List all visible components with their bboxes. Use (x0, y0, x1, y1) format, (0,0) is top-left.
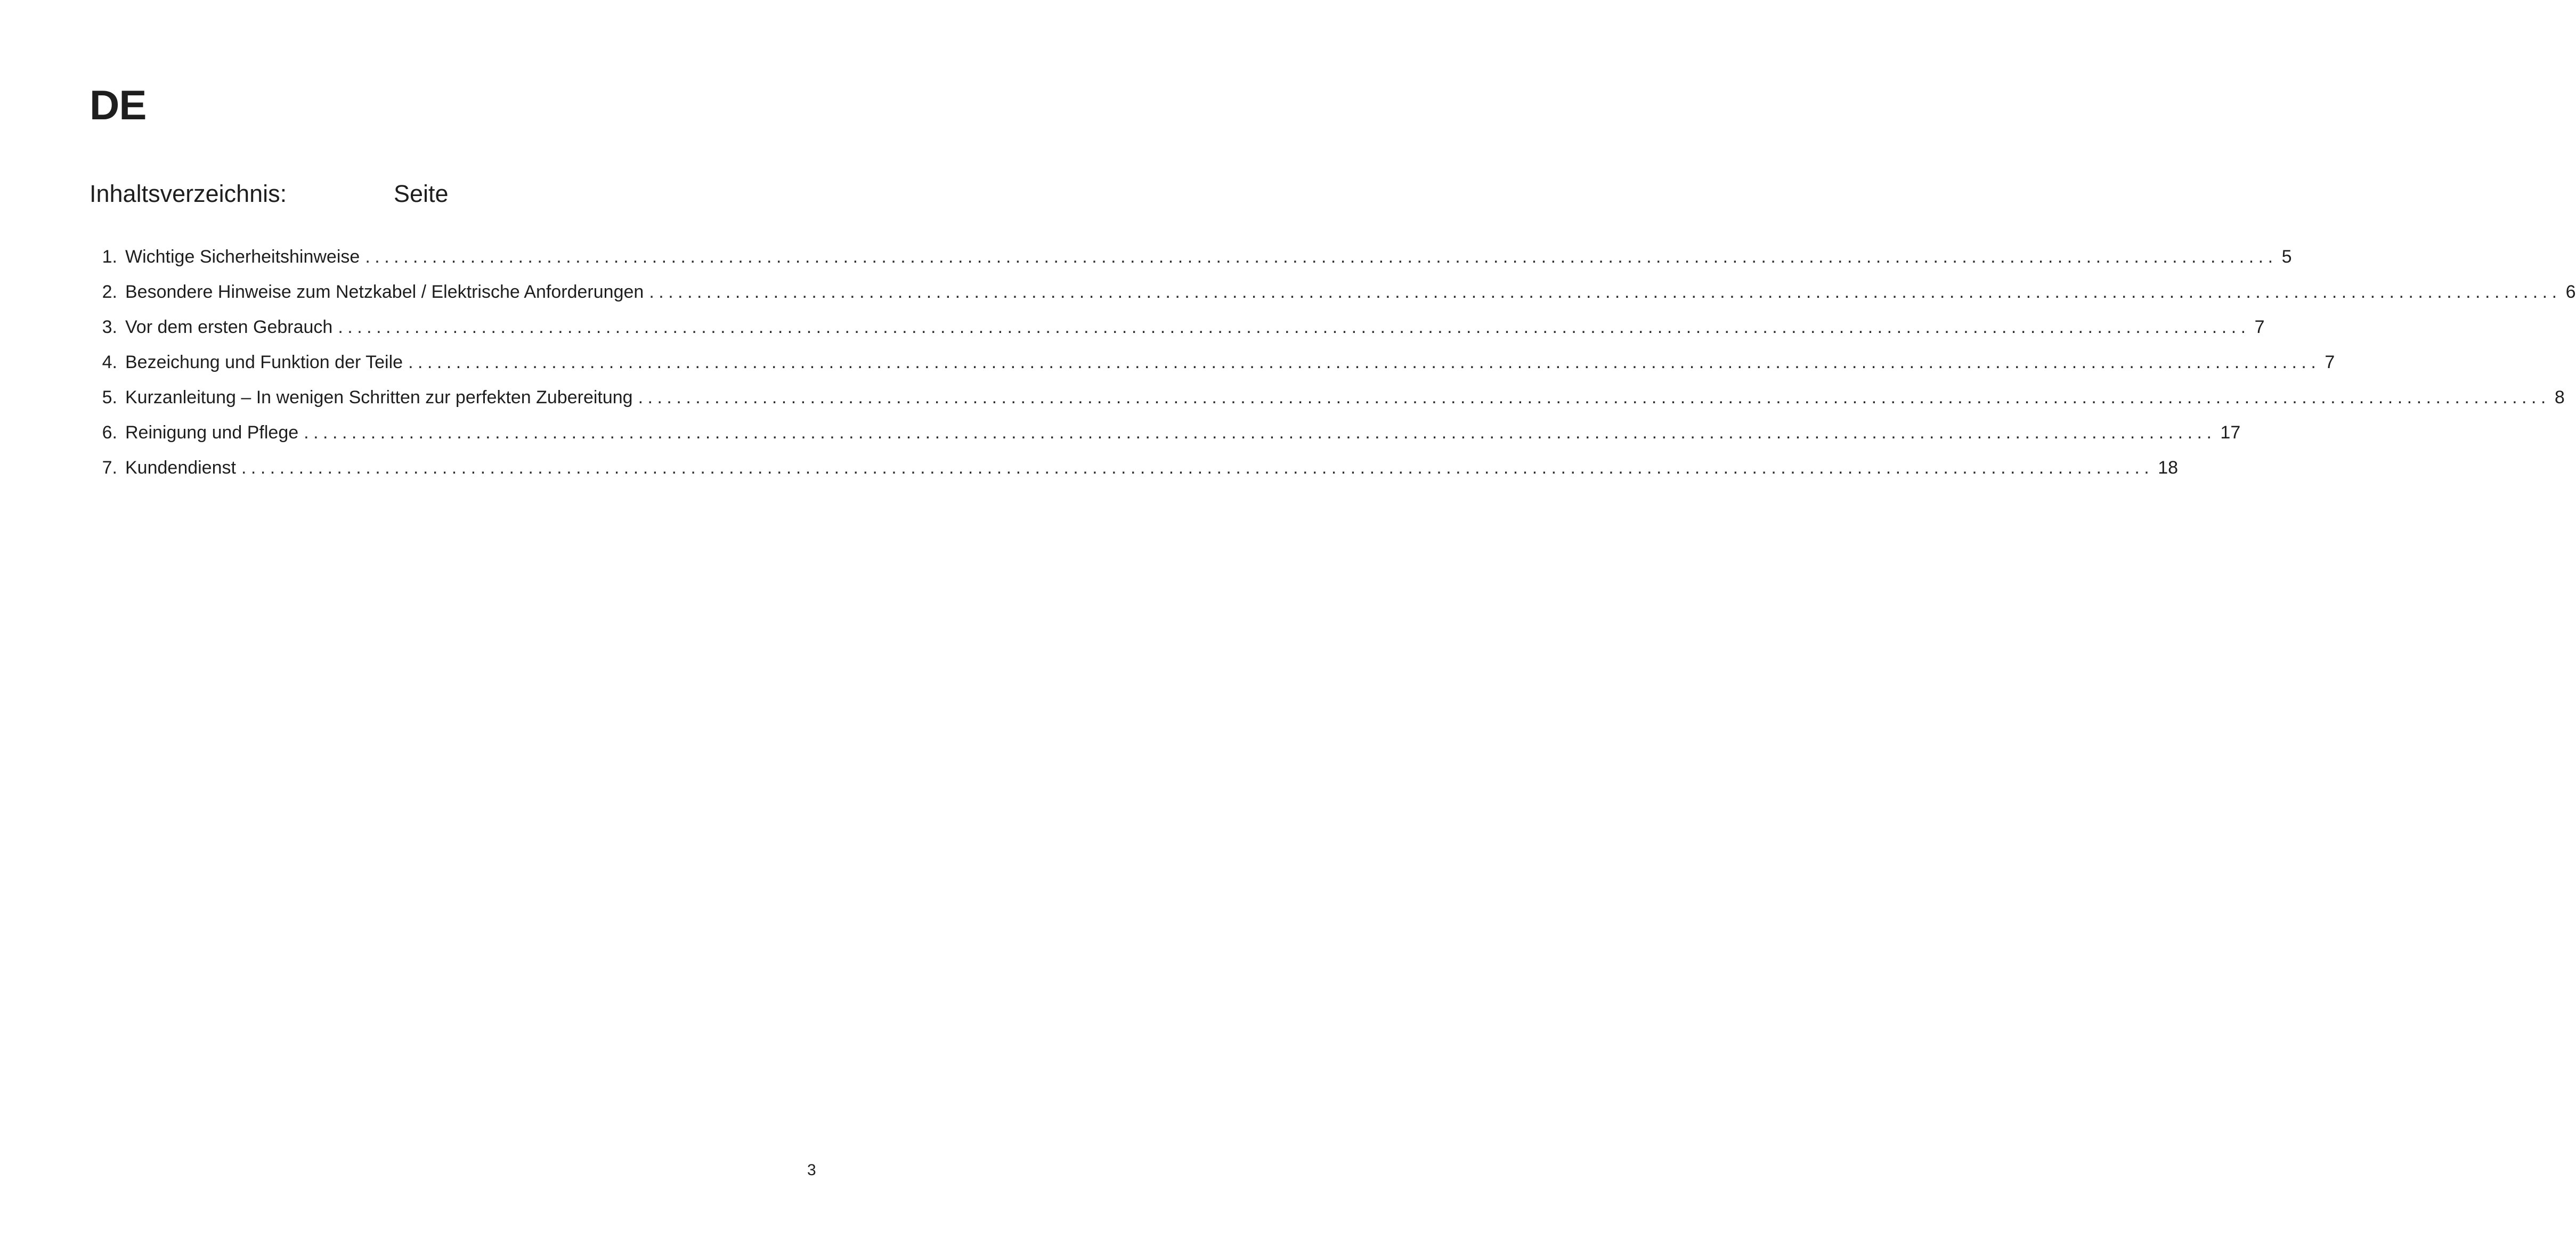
toc-list (90, 243, 2576, 489)
toc-entry-label: Reinigung und Pflege (125, 422, 299, 443)
toc-entry-number: 5. (102, 387, 117, 408)
toc-entry-label: Besondere Hinweise zum Netzkabel / Elektrische Anforderungen (125, 282, 644, 302)
toc-page-column-heading: Seite (394, 180, 449, 207)
toc-entry-label: Wichtige Sicherheitshinweise (125, 247, 360, 267)
toc-header (90, 178, 793, 210)
toc-entry-page: 6 (2565, 282, 2576, 302)
toc-entry-number: 2. (102, 282, 117, 302)
toc-dot-leader: ........................................................................................................................................................................................................ (408, 352, 2321, 372)
toc-entry[interactable] (90, 243, 2292, 278)
toc-entry-label: Kurzanleitung – In wenigen Schritten zur perfekten Zubereitung (125, 387, 633, 408)
toc-entry-number: 4. (102, 352, 117, 372)
toc-entry[interactable] (90, 348, 2335, 384)
toc-entry[interactable] (90, 278, 2576, 313)
toc-entry-number: 6. (102, 422, 117, 443)
toc-dot-leader: ........................................................................................................................................................................................................ (304, 422, 2216, 443)
toc-title: Inhaltsverzeichnis: (90, 180, 287, 207)
toc-entry-page: 7 (2325, 352, 2335, 372)
toc-entry-label: Vor dem ersten Gebrauch (125, 317, 333, 337)
toc-dot-leader: ........................................................................................................................................................................................................ (241, 458, 2154, 478)
language-code-heading: DE (90, 82, 147, 128)
toc-entry-number: 3. (102, 317, 117, 337)
toc-entry[interactable] (90, 419, 2241, 454)
toc-entry[interactable] (90, 454, 2179, 489)
toc-entry-number: 7. (102, 458, 117, 478)
toc-entry-label: Bezeichung und Funktion der Teile (125, 352, 403, 372)
toc-entry-page: 18 (2158, 458, 2179, 478)
toc-entry-page: 8 (2554, 387, 2565, 408)
toc-entry[interactable] (90, 313, 2265, 348)
toc-entry[interactable] (90, 384, 2565, 419)
toc-entry-label: Kundendienst (125, 458, 236, 478)
toc-entry-number: 1. (102, 247, 117, 267)
toc-entry-page: 5 (2281, 247, 2292, 267)
toc-entry-page: 7 (2254, 317, 2265, 337)
page-number: 3 (807, 1161, 816, 1179)
toc-dot-leader: ........................................................................................................................................................................................................ (649, 282, 2562, 302)
toc-entry-page: 17 (2220, 422, 2241, 443)
toc-dot-leader: ........................................................................................................................................................................................................ (365, 247, 2278, 267)
toc-dot-leader: ........................................................................................................................................................................................................ (338, 317, 2250, 337)
toc-dot-leader: ........................................................................................................................................................................................................ (638, 387, 2550, 408)
